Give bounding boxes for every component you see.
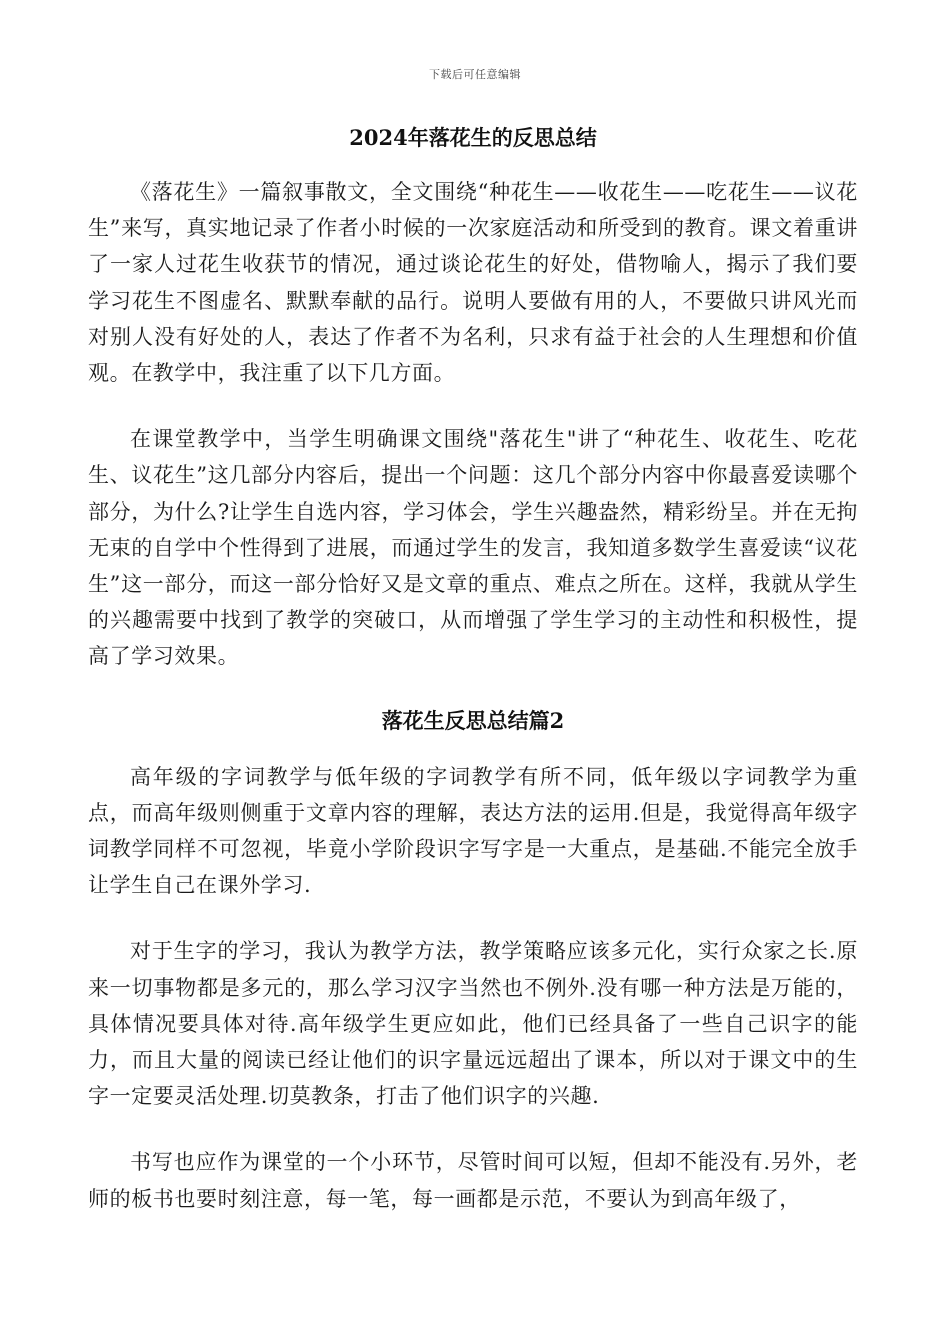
section-heading: 落花生反思总结篇2 xyxy=(381,707,565,733)
paragraph-2: 在课堂教学中，当学生明确课文围绕"落花生"讲了“种花生、收花生、吃花生、议花生”这几部分内容后，提出一个问题：这几个部分内容中你最喜爱读哪个部分，为什么?让学生自选内容，学习体会，学生兴趣盎然，精彩纷呈。并在无拘无束的自学中个性得到了进展，而通过学生的发言，我知道多数学生喜爱读“议花生”这一部分，而这一部分恰好又是文章的重点、难点之所在。这样，我就从学生的兴趣需要中找到了教学的突破口，从而增强了学生学习的主动性和积极性，提高了学习效果。 xyxy=(88,427,858,669)
paragraph-1: 《落花生》一篇叙事散文，全文围绕“种花生——收花生——吃花生——议花生”来写，真实地记录了作者小时候的一次家庭活动和所受到的教育。课文着重讲了一家人过花生收获节的情况，通过谈论花生的好处，借物喻人，揭示了我们要学习花生不图虚名、默默奉献的品行。说明人要做有用的人，不要做只讲风光而对别人没有好处的人，表达了作者不为名利，只求有益于社会的人生理想和价值观。在教学中，我注重了以下几方面。 xyxy=(88,180,858,386)
header-note: 下载后可任意编辑 xyxy=(429,68,521,81)
paragraph-5: 书写也应作为课堂的一个小环节，尽管时间可以短，但却不能没有.另外，老师的板书也要时刻注意，每一笔，每一画都是示范，不要认为到高年级了， xyxy=(88,1150,858,1211)
paragraph-3: 高年级的字词教学与低年级的字词教学有所不同，低年级以字词教学为重点，而高年级则侧重于文章内容的理解，表达方法的运用.但是，我觉得高年级字词教学同样不可忽视，毕竟小学阶段识字写字是一大重点，是基础.不能完全放手让学生自己在课外学习. xyxy=(88,764,858,898)
document-body xyxy=(88,122,858,1247)
document-title: 2024年落花生的反思总结 xyxy=(349,125,597,150)
paragraph-4: 对于生字的学习，我认为教学方法，教学策略应该多元化，实行众家之长.原来一切事物都是多元的，那么学习汉字当然也不例外.没有哪一种方法是万能的，具体情况要具体对待.高年级学生更应如此，他们已经具备了一些自己识字的能力，而且大量的阅读已经让他们的识字量远远超出了课本，所以对于课文中的生字一定要灵活处理.切莫教条，打击了他们识字的兴趣. xyxy=(88,939,858,1109)
